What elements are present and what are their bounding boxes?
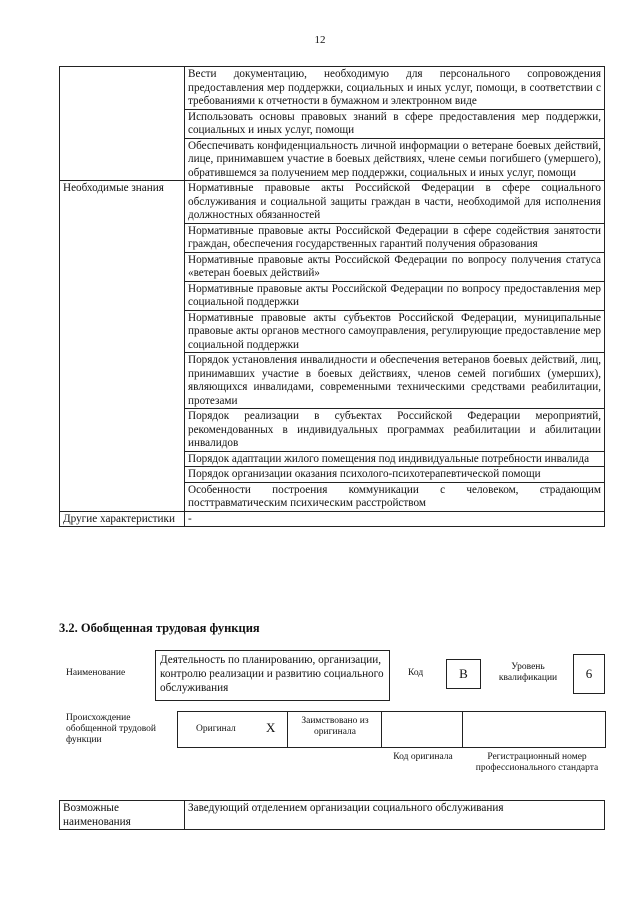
row-text: - (185, 511, 605, 527)
row-label-other: Другие характеристики (60, 511, 185, 527)
original-label: Оригинал (196, 724, 236, 734)
original-mark: X (266, 720, 276, 735)
page-number: 12 (314, 34, 326, 46)
row-text: Нормативные правовые акты Российской Федерации по вопросу получения статуса «ветеран боевых действий» (185, 252, 605, 281)
row-text: Нормативные правовые акты Российской Федерации в сфере содействия занятости граждан, обеспечения государственных гарантий получения образования (185, 223, 605, 252)
row-text: Порядок адаптации жилого помещения под индивидуальные потребности инвалида (185, 451, 605, 467)
possible-names-label: Возможные наименования (60, 801, 185, 830)
table-row (60, 801, 605, 830)
code-label: Код (408, 668, 424, 678)
name-label: Наименование (66, 668, 126, 678)
row-text: Порядок реализации в субъектах Российской Федерации мероприятий, рекомендованных в индивидуальных программах реабилитации и абилитации инвалидов (185, 409, 605, 452)
row-label-knowledge: Необходимые знания (60, 181, 185, 512)
name-value-box (155, 650, 390, 701)
section-title: 3.2. Обобщенная трудовая функция (59, 621, 260, 635)
row-text: Нормативные правовые акты субъектов Российской Федерации, муниципальные правовые акты органов местного самоуправления, регулирующие предоставление мер социальной поддержки (185, 310, 605, 353)
reg-number-label: Регистрационный номер профессионального стандарта (475, 752, 599, 773)
row-text: Особенности построения коммуникации с человеком, страдающим посттравматическим психическим расстройством (185, 482, 605, 511)
level-value: 6 (585, 666, 593, 681)
borrowed-label: Заимствовано из оригинала (301, 716, 369, 737)
row-text: Обеспечивать конфиденциальность личной информации о ветеране боевых действий, лице, принимавшем участие в боевых действиях, члене семьи погибшего (умершего), обратившемся за получением мер поддержки, социальных и иных услуг, помощи (185, 138, 605, 181)
row-text: Использовать основы правовых знаний в сфере предоставления мер поддержки, социальных и иных услуг, помощи (185, 109, 605, 138)
row-text: Нормативные правовые акты Российской Федерации по вопросу предоставления мер социальной поддержки (185, 281, 605, 310)
possible-names-text: Заведующий отделением организации социального обслуживания (185, 801, 605, 830)
row-text: Порядок организации оказания психолого-психотерапевтической помощи (185, 467, 605, 483)
row-text: Порядок установления инвалидности и обеспечения ветеранов боевых действий, лиц, принимавших участие в боевых действиях, членов семей погибших (умерших), являющихся инвалидами, современными техническими средствами реабилитации, протезами (185, 353, 605, 409)
row-text: Нормативные правовые акты Российской Федерации в сфере социального обслуживания и социальной защиты граждан в части, необходимой для исполнения должностных обязанностей (185, 181, 605, 224)
possible-names-table (59, 800, 605, 830)
table-row (60, 181, 605, 224)
code-original-label: Код оригинала (393, 752, 453, 762)
level-label: Уровень квалификации (498, 662, 558, 683)
row-label (60, 67, 185, 181)
table-row (60, 67, 605, 110)
level-value-box (573, 654, 605, 694)
origin-label: Происхождение обобщенной трудовой функции (66, 713, 156, 745)
skills-knowledge-table (59, 66, 605, 527)
table-row (60, 511, 605, 527)
row-text: Вести документацию, необходимую для персонального сопровождения предоставления мер поддержки, социальных и иных услуг, помощи, в соответствии с требованиями к отчетности в бумажном и электронном виде (185, 67, 605, 110)
code-value: В (459, 666, 468, 681)
origin-box (177, 711, 606, 748)
origin-divider-2 (462, 711, 463, 748)
code-value-box (446, 659, 481, 689)
name-value: Деятельность по планированию, организации, контролю реализации и развитию социального обслуживания (160, 654, 384, 694)
